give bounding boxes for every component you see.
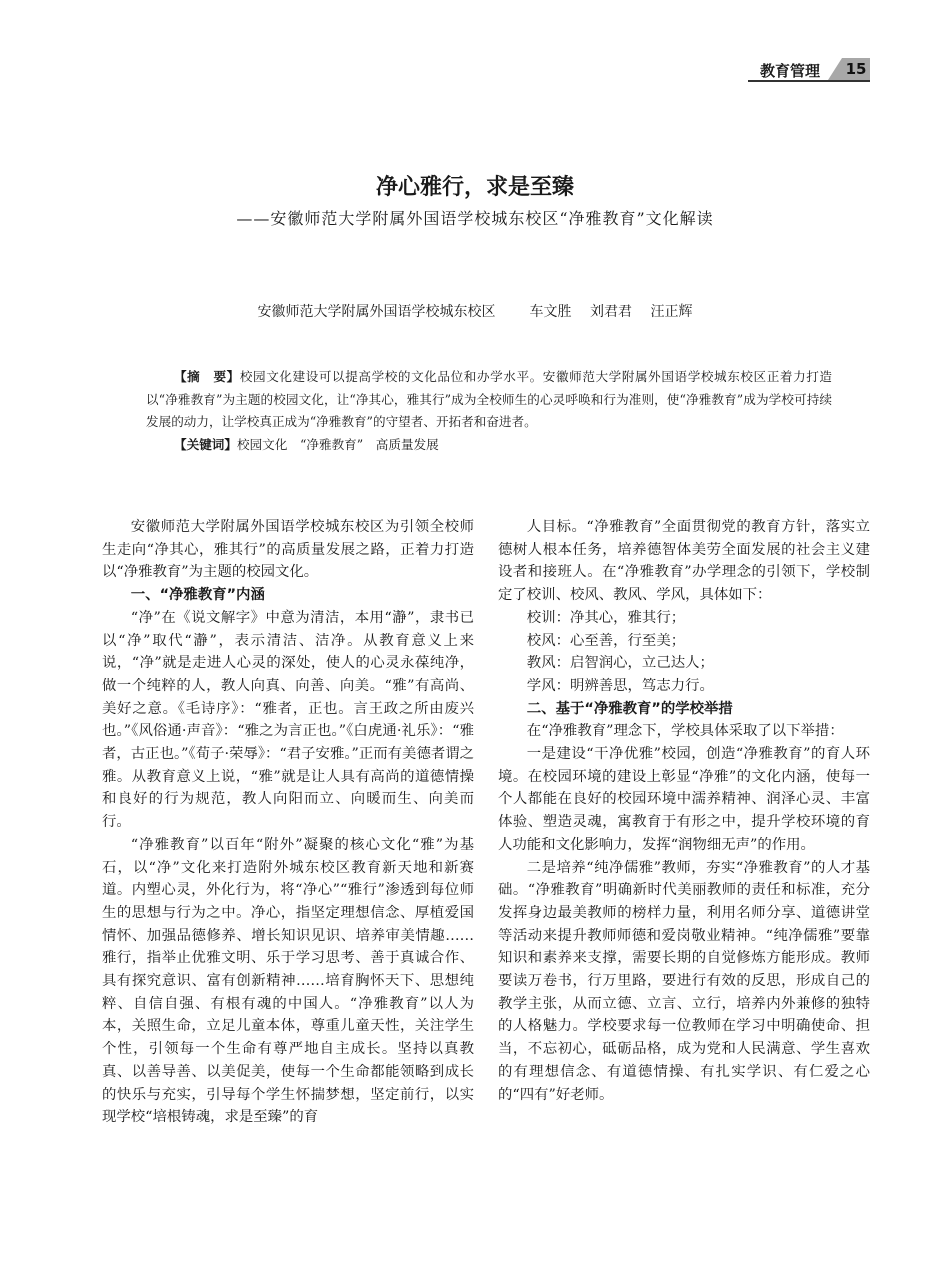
abstract-block: [146, 366, 832, 456]
motto-list-item: 校风：心至善，行至美；: [526, 632, 686, 649]
abstract-paragraph: [146, 366, 832, 434]
motto-list-item: 学风：明辨善思，笃志力行。: [526, 677, 714, 694]
keywords-label: 【关键词】: [174, 436, 237, 452]
author-line: [0, 301, 950, 321]
body-paragraph: 二是培养“纯净儒雅”教师，夯实“净雅教育”的人才基础。“净雅教育”明确新时代美丽教师的责任和标准，充分发挥身边最美教师的榜样力量，利用名师分享、道德讲堂等活动来提升教师师德和爱岗敬业精神。“纯净儒雅”要靠知识和素养来支撑，需要长期的自觉修炼方能形成。教师要读万卷书，行万里路，要进行有效的反思，形成自己的教学主张，从而立德、立言、立行，培养内外兼修的独特的人格魅力。学校要求每一位教师在学习中明确使命、担当，不忘初心，砥砺品格，成为党和人民满意、学生喜欢的有理想信念、有道德情操、有扎实学识、有仁爱之心的“四有”好老师。: [498, 859, 870, 1103]
body-paragraph: “净雅教育”以百年“附外”凝聚的核心文化“雅”为基石，以“净”文化来打造附外城东校区教育新天地和新赛道。内塑心灵，外化行为，将“净心”“雅行”渗透到每位师生的思想与行为之中。净心，指坚定理想信念、厚植爱国情怀、加强品德修养、增长知识见识、培养审美情趣……雅行，指举止优雅文明、乐于学习思考、善于真诚合作、具有探究意识、富有创新精神……培育胸怀天下、思想纯粹、自信自强、有根有魂的中国人。“净雅教育”以人为本，关照生命，立足儿童本体，尊重儿童天性，关注学生个性，引领每一个生命有尊严地自主成长。坚持以真教真、以善导善、以美促美，使每一个生命都能领略到成长的快乐与充实，引导每个学生怀揣梦想，坚定前行，以实现学校“培根铸魂，求是至臻”的育: [102, 836, 474, 1126]
header-tab-shape: [828, 58, 842, 80]
page-number: 15: [842, 58, 870, 80]
article-title: 净心雅行，求是至臻: [375, 175, 574, 200]
motto-list-item: 教风：启智润心，立己达人；: [526, 655, 714, 672]
abstract-label: 【摘 要】: [174, 369, 240, 384]
keywords-text: 校园文化 “净雅教育” 高质量发展: [236, 436, 439, 452]
left-column: [102, 516, 474, 1129]
article-subtitle: ——安徽师范大学附属外国语学校城东校区“净雅教育”文化解读: [236, 209, 714, 228]
keywords-paragraph: [146, 434, 832, 457]
body-paragraph: 人目标。“净雅教育”全面贯彻党的教育方针，落实立德树人根本任务，培养德智体美劳全面发展的社会主义建设者和接班人。在“净雅教育”办学理念的引领下，学校制定了校训、校风、教风、学风，具体如下：: [498, 519, 870, 604]
body-paragraph: 安徽师范大学附属外国语学校城东校区为引领全校师生走向“净其心，雅其行”的高质量发展之路，正着力打造以“净雅教育”为主题的校园文化。: [102, 519, 474, 581]
abstract-text: 校园文化建设可以提高学校的文化品位和办学水平。安徽师范大学附属外国语学校城东校区正着力打造以“净雅教育”为主题的校园文化，让“净其心，雅其行”成为全校师生的心灵呼唤和行为准则，使“净雅教育”成为学校可持续发展的动力，让学校真正成为“净雅教育”的守望者、开拓者和奋进者。: [146, 369, 833, 429]
section-heading-2: 二、基于“净雅教育”的学校举措: [526, 700, 733, 717]
body-paragraph: 在“净雅教育”理念下，学校具体采取了以下举措：: [526, 723, 844, 740]
right-column: [498, 516, 870, 1106]
body-paragraph: 一是建设“干净优雅”校园，创造“净雅教育”的育人环境。在校园环境的建设上彰显“净雅”的文化内涵，使每一个人都能在良好的校园环境中濡养精神、润泽心灵、丰富体验、塑造灵魂，寓教育于有形之中，提升学校环境的育人功能和文化影响力，发挥“润物细无声”的作用。: [498, 746, 870, 853]
author-affiliation: 安徽师范大学附属外国语学校城东校区: [257, 304, 496, 320]
author-names: 车文胜 刘君君 汪正辉: [529, 304, 693, 320]
section-name: 教育管理: [760, 62, 821, 80]
running-header: [748, 56, 870, 84]
body-paragraph: “净”在《说文解字》中意为清洁，本用“瀞”，隶书已以“净”取代“瀞”，表示清洁、洁净。从教育意义上来说，“净”就是走进人心灵的深处，使人的心灵永葆纯净，做一个纯粹的人，教人向真、向善、向美。“雅”有高尚、美好之意。《毛诗序》：“雅者，正也。言王政之所由废兴也。”《风俗通·声音》：“雅之为言正也。”《白虎通·礼乐》：“雅者，古正也。”《荀子·荣辱》：“君子安雅。”正而有美德者谓之雅。从教育意义上说，“雅”就是让人具有高尚的道德情操和良好的行为规范，教人向阳而立、向暖而生、向美而行。: [102, 609, 475, 831]
section-heading-1: 一、“净雅教育”内涵: [130, 587, 265, 604]
header-rule: [748, 80, 870, 82]
motto-list-item: 校训：净其心，雅其行；: [526, 609, 686, 626]
